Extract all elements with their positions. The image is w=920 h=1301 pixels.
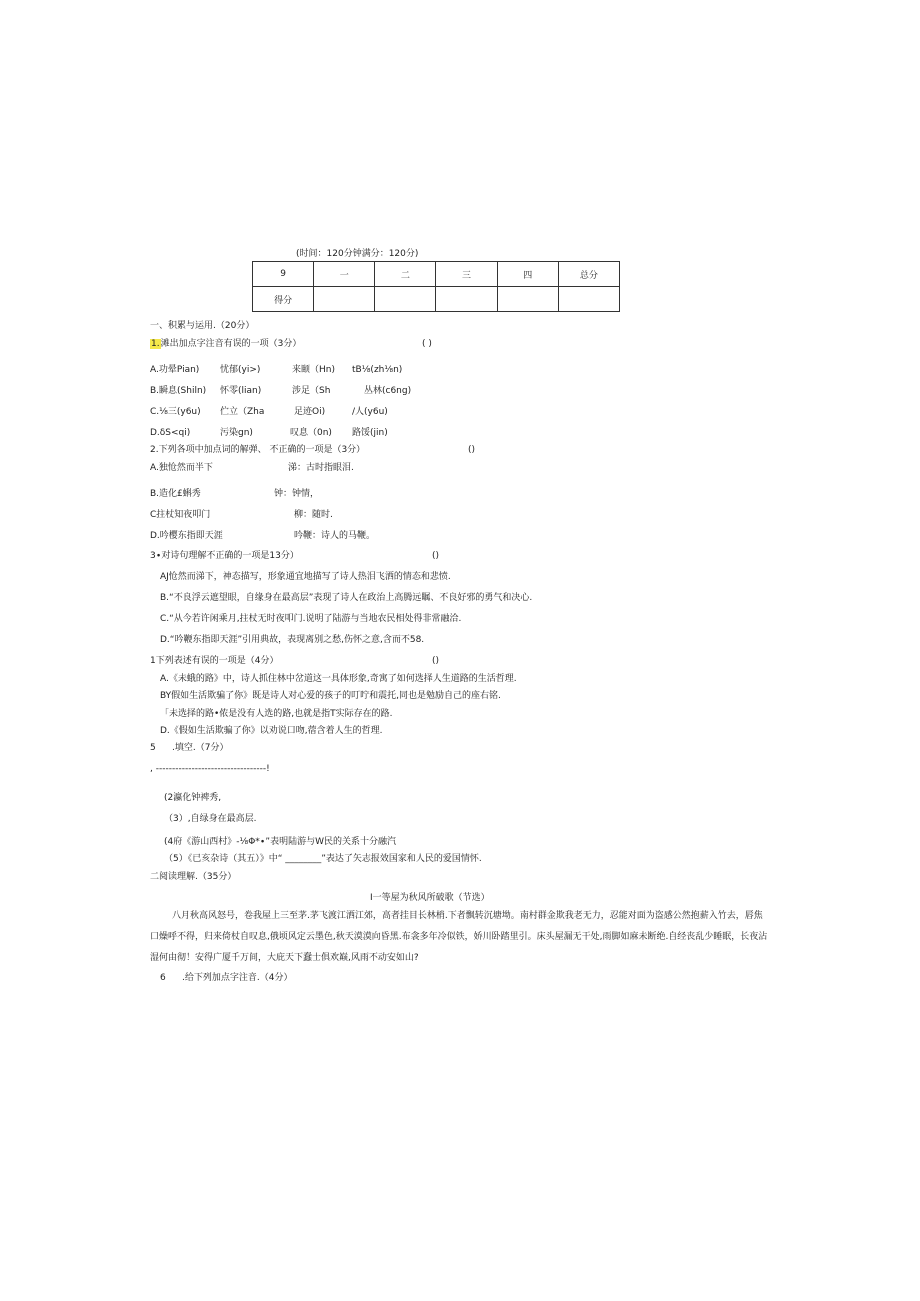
table-row (253, 262, 620, 287)
fill-item: （3）,自绿身在最高层. (164, 814, 257, 824)
table-cell: 三 (436, 262, 497, 287)
option-text: 忧郁(yi>) (220, 365, 261, 375)
section2-title: 二阅读理解.（35分） (150, 872, 237, 882)
fill-item: (2瀛化钟裨秀, (164, 793, 222, 803)
table-cell (436, 287, 497, 312)
answer-bracket: () (432, 656, 440, 666)
option-text: BY假如生活欺骗了你》既是诗人对心爱的孩子的叮咛和震托,同也是勉励自己的座右铭. (160, 691, 501, 701)
option-text: B.造化£蝌秀 (150, 489, 201, 499)
question-1 (150, 338, 301, 350)
option-text: 伫立（Zha (220, 407, 265, 417)
question-6-stem: .给下列加点字注音.（4分） (182, 973, 293, 983)
option-note: 吟鞭：诗人的马鞭。 (294, 531, 376, 541)
question-6-number: 6 (160, 973, 166, 983)
fill-item: (4府《游山西村》-⅛Φ*∙”表明陆游与W民的关系十分融汽 (164, 837, 396, 847)
option-note: 钟：钟情， (274, 489, 320, 499)
option-text: B.瞬息(Shiln) (150, 386, 207, 396)
table-cell (558, 287, 619, 312)
option-text: 来颐（Hn) (292, 365, 335, 375)
option-text: A.《未蛾的路》中，诗人抓住林中岔道这一具体形象,奇寓了如何选择人生道路的生活哲理. (160, 674, 517, 684)
exam-time-line: (时间：120分钟满分：120分) (296, 249, 419, 259)
option-text: tB⅛(zh⅛n) (352, 365, 403, 375)
table-cell: 9 (253, 262, 314, 287)
option-text: 怀零(lian) (220, 386, 262, 396)
section1-title: 一、积累与运用.（20分） (150, 321, 255, 331)
option-text: 涉足（Sh (292, 386, 331, 396)
question-2: 2.下列各项中加点词的解弹、 不正确的一项是（3分） (150, 445, 366, 455)
option-text: D.《假如生活欺骗了你》以劝说口吻,蓿含着人生的哲理. (160, 726, 383, 736)
question-3: 3∙对诗句理解不正确的一项是13分） (150, 551, 299, 561)
option-text: C.⅛三(y6u) (150, 407, 201, 417)
question-5-stem: .填空.（7分） (172, 743, 229, 753)
option-text: A.独怆然而半下 (150, 463, 213, 473)
poem-title: I一等屋为秋风所破歌（节选） (370, 893, 490, 903)
answer-bracket: ( ) (422, 339, 432, 349)
answer-bracket: () (468, 445, 476, 455)
table-cell: 得分 (253, 287, 314, 312)
question-stem: 滩出加点字注音有误的一项（3分） (160, 339, 302, 349)
fill-blank-line: , ----------------------------------! (150, 764, 270, 774)
fill-item: （5）《已亥杂诗（其五）》中“ ________”表达了矢志报效国家和人民的爱国情怀. (164, 854, 482, 864)
table-cell: 四 (497, 262, 558, 287)
option-text: C.“从今若许闲乘月,拄杖无时夜叩门.说明了陆游与当地农民相处得非常融洽. (160, 614, 462, 624)
option-note: 涕：古时指眼泪. (288, 463, 354, 473)
question-number-highlight: 1. (151, 339, 160, 349)
table-cell (314, 287, 375, 312)
answer-bracket: () (432, 551, 440, 561)
option-text: 污染gn) (220, 428, 253, 438)
option-text: /人(y6u) (352, 407, 388, 417)
option-text: A.功晕Pian) (150, 365, 200, 375)
option-text: B.“不良浮云遮望眼，自缘身在最高层”表现了诗人在政治上高腾远瞩、不良好邪的勇气和决心. (160, 593, 533, 603)
option-text: D.吟樱东指即天涯 (150, 531, 223, 541)
question-4: 1下列表述有误的一项是（4分） (150, 656, 279, 666)
option-text: 「未选择的路•侬是没有人选的路,也就是指T实际存在的路. (160, 709, 393, 719)
table-cell (497, 287, 558, 312)
poem-passage: 八月秋高风怒号，卷我屋上三至茅.茅飞渡江洒江郊，高者挂目长林梢.下者飘转沉塘坳。南村群金欺我老无力，忍能对面为盗感公然抱薪入竹去，唇焦口燥呼不得，归来倚杖自叹息,俄顷风定云墨色,秋天漠漠向昏黑.布衾多年冷似铁，娇川卧踏里引。床头屋漏无干处,雨脚如麻未断绝.自经丧乱少睡眠，长夜沾湿何由彻！安得广厦千万间，大庇天下蠢士俱欢巅,风雨不动安如山? (150, 911, 768, 963)
option-text: AJ怆然而涕下，神态描写，形象通宜地描写了诗人热泪飞洒的情态和悲愤. (160, 572, 451, 582)
table-cell: 一 (314, 262, 375, 287)
table-row (253, 287, 620, 312)
option-text: D.δS<qi) (150, 428, 191, 438)
question-5-number: 5 (150, 743, 156, 753)
option-text: 足迹Oi) (294, 407, 326, 417)
option-text: D.“吟鞭东指即天涯”引用典故，表现离别之愁,伤怀之意,含而不58. (160, 635, 425, 645)
option-text: C拄杖知夜叩门 (150, 510, 211, 520)
option-text: 路馁(jin) (352, 428, 388, 438)
option-text: 叹息（0n) (290, 428, 332, 438)
option-text: 丛林(c6ng) (364, 386, 412, 396)
table-cell: 二 (375, 262, 436, 287)
table-cell: 总分 (558, 262, 619, 287)
option-note: 柳：随时. (294, 510, 333, 520)
table-cell (375, 287, 436, 312)
score-table (252, 261, 620, 312)
